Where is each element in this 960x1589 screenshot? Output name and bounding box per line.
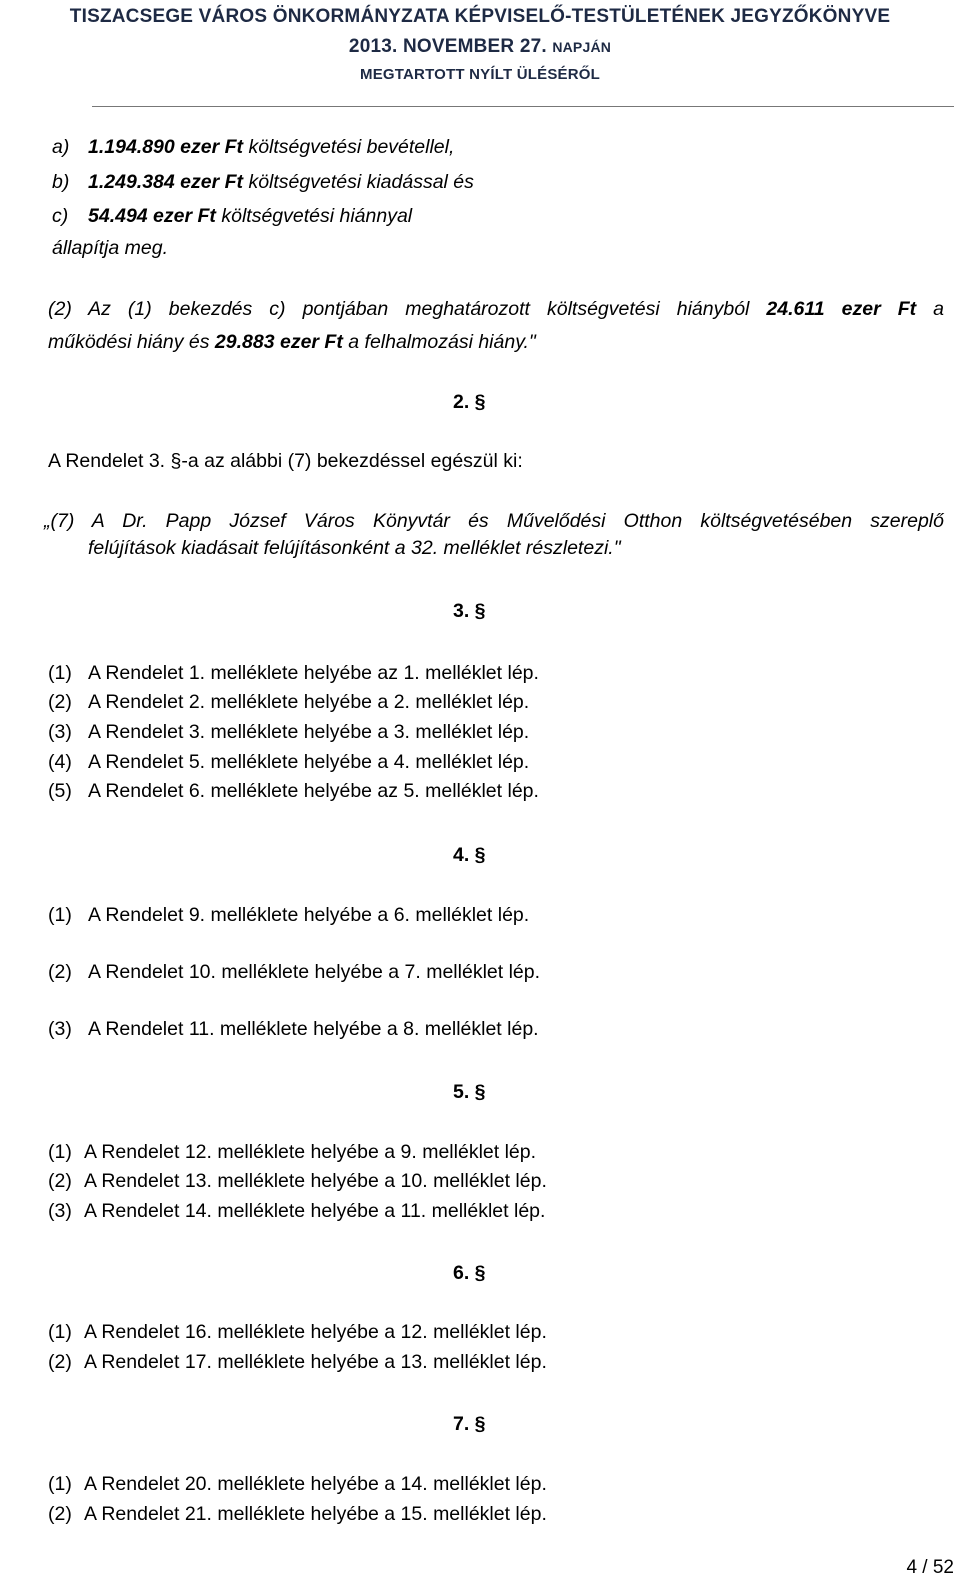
list-item: (3) A Rendelet 3. melléklete helyébe a 3. melléklet lép. <box>48 721 530 743</box>
section-2-quote-line1: „(7) A Dr. Papp József Város Könyvtár és Művelődési Otthon költségvetésében szereplő <box>44 510 944 532</box>
list-item: (3) A Rendelet 14. melléklete helyébe a 11. melléklet lép. <box>48 1200 546 1222</box>
list-item: (2) A Rendelet 13. melléklete helyébe a 10. melléklet lép. <box>48 1170 547 1192</box>
list-item: (1) A Rendelet 1. melléklete helyébe az 1. melléklet lép. <box>48 662 539 684</box>
header-date-suffix: NAPJÁN <box>552 39 612 55</box>
list-item-amount: 1.249.384 ezer Ft <box>88 171 244 193</box>
list-item: (4) A Rendelet 5. melléklete helyébe a 4. melléklet lép. <box>48 751 530 773</box>
section-heading-4: 4. § <box>453 844 486 866</box>
list-item: (1) A Rendelet 16. melléklete helyébe a 12. melléklet lép. <box>48 1321 547 1343</box>
list-item-text: költségvetési hiánnyal <box>221 205 413 227</box>
document-header-title: TISZACSEGE VÁROS ÖNKORMÁNYZATA KÉPVISELŐ-TESTÜLETÉNEK JEGYZŐKÖNYVE <box>69 6 891 27</box>
document-header-subtitle: MEGTARTOTT NYÍLT ÜLÉSÉRŐL <box>360 66 600 83</box>
list-item: (1) A Rendelet 9. melléklete helyébe a 6. melléklet lép. <box>48 904 530 926</box>
page-number: 4 / 52 <box>906 1557 954 1578</box>
header-divider <box>92 106 954 107</box>
list-item: (1) A Rendelet 20. melléklete helyébe a 14. melléklet lép. <box>48 1473 547 1495</box>
intro-tail: állapítja meg. <box>52 237 168 259</box>
section-heading-3: 3. § <box>453 600 486 622</box>
list-item-text: költségvetési bevétellel, <box>248 136 455 158</box>
section-2-quote-line2: felújítások kiadásait felújításonként a 32. melléklet részletezi." <box>88 537 621 559</box>
list-item: (1) A Rendelet 12. melléklete helyébe a 9. melléklet lép. <box>48 1141 537 1163</box>
list-item: (2) A Rendelet 2. melléklete helyébe a 2. melléklet lép. <box>48 691 530 713</box>
list-item-amount: 1.194.890 ezer Ft <box>88 136 244 158</box>
list-item-label: a) <box>52 136 70 158</box>
list-item-amount: 54.494 ezer Ft <box>88 205 216 227</box>
list-item <box>52 170 474 194</box>
list-item: (2) A Rendelet 21. melléklete helyébe a 15. melléklet lép. <box>48 1503 547 1525</box>
list-item: (2) A Rendelet 17. melléklete helyébe a 13. melléklet lép. <box>48 1351 547 1373</box>
document-header-date <box>0 36 960 58</box>
section-heading-6: 6. § <box>453 1262 486 1284</box>
list-item: (3) A Rendelet 11. melléklete helyébe a 8. melléklet lép. <box>48 1018 539 1040</box>
header-date: 2013. NOVEMBER 27. <box>348 36 547 57</box>
section-heading-7: 7. § <box>453 1413 486 1435</box>
paragraph-2-line2: működési hiány és 29.883 ezer Ft a felhalmozási hiány." <box>48 331 536 353</box>
list-item: (5) A Rendelet 6. melléklete helyébe az 5. melléklet lép. <box>48 780 539 802</box>
list-item-label: b) <box>52 171 70 193</box>
list-item <box>52 135 454 159</box>
section-2-intro: A Rendelet 3. §-a az alábbi (7) bekezdéssel egészül ki: <box>48 450 523 472</box>
paragraph-2-line1: (2) Az (1) bekezdés c) pontjában meghatározott költségvetési hiányból 24.611 ezer Ft a <box>48 298 944 320</box>
list-item <box>52 204 412 228</box>
section-heading-5: 5. § <box>453 1081 486 1103</box>
section-heading-2: 2. § <box>453 391 486 413</box>
list-item-text: költségvetési kiadással és <box>248 171 474 193</box>
list-item-label: c) <box>52 205 69 227</box>
list-item: (2) A Rendelet 10. melléklete helyébe a 7. melléklet lép. <box>48 961 541 983</box>
